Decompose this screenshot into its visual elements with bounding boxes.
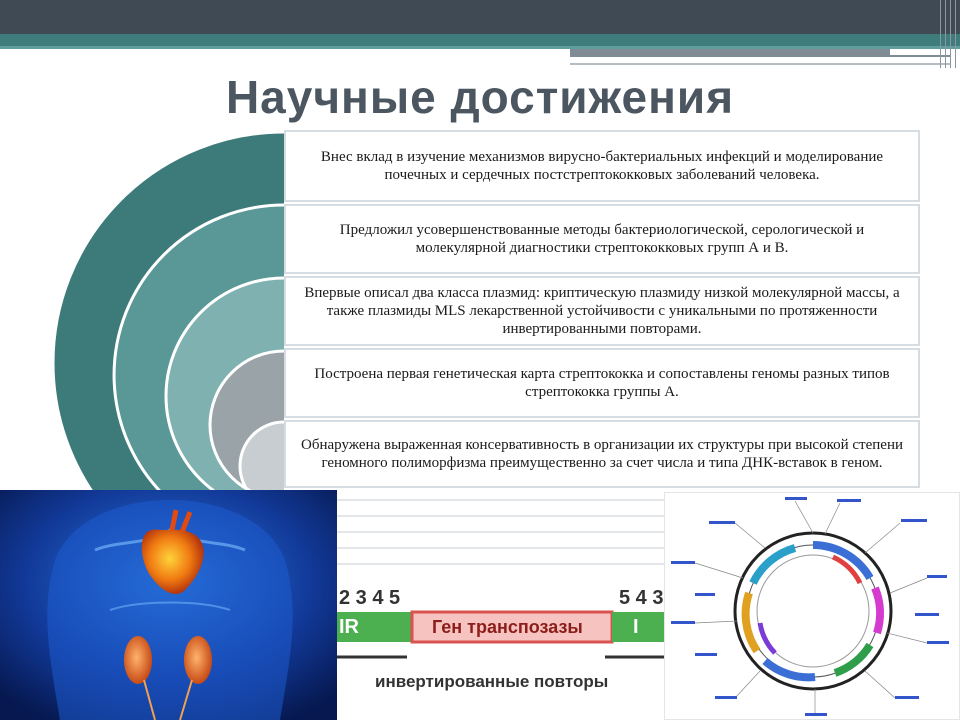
plasmid-map-graphic bbox=[665, 493, 960, 721]
slide-title: Научные достижения bbox=[225, 71, 735, 123]
left-repeat-numbers: 2 3 4 5 bbox=[339, 587, 401, 609]
plasmid-map-image bbox=[664, 492, 960, 720]
achievements-list bbox=[284, 130, 920, 490]
achievement-item-1: Внес вклад в изучение механизмов вирусно-бактериальных инфекций и моделирование почечных и сердечных постстрептококковых заболеваний человека. bbox=[284, 130, 920, 202]
achievement-item-5: Обнаружена выраженная консервативность в организации их структуры при высокой степени геномного полиморфизма преимущественно за счет числа и типа ДНК-вставок в геном. bbox=[284, 420, 920, 488]
achievement-item-3: Впервые описал два класса плазмид: криптическую плазмиду низкой молекулярной массы, а также плазмиды MLS лекарственной устойчивости с уникальными по протяженности инвертированными повторами. bbox=[284, 276, 920, 346]
left-ir-label: IR bbox=[339, 616, 359, 638]
right-repeat-numbers: 5 4 3 bbox=[619, 587, 664, 609]
inverted-repeats-caption: инвертированные повторы bbox=[375, 672, 609, 691]
achievement-item-4: Построена первая генетическая карта стрептококка и сопоставлены геномы разных типов стрептококка группы А. bbox=[284, 348, 920, 418]
achievement-item-2: Предложил усовершенствованные методы бактериологической, серологической и молекулярной диагностики стрептококковых групп А и В. bbox=[284, 204, 920, 274]
right-ir-label: I bbox=[633, 616, 639, 638]
transposase-gene-label: Ген транспозазы bbox=[432, 617, 583, 637]
human-anatomy-image bbox=[0, 490, 337, 720]
transposon-diagram bbox=[337, 492, 664, 720]
kidney-left-icon bbox=[124, 636, 152, 684]
kidney-right-icon bbox=[184, 636, 212, 684]
